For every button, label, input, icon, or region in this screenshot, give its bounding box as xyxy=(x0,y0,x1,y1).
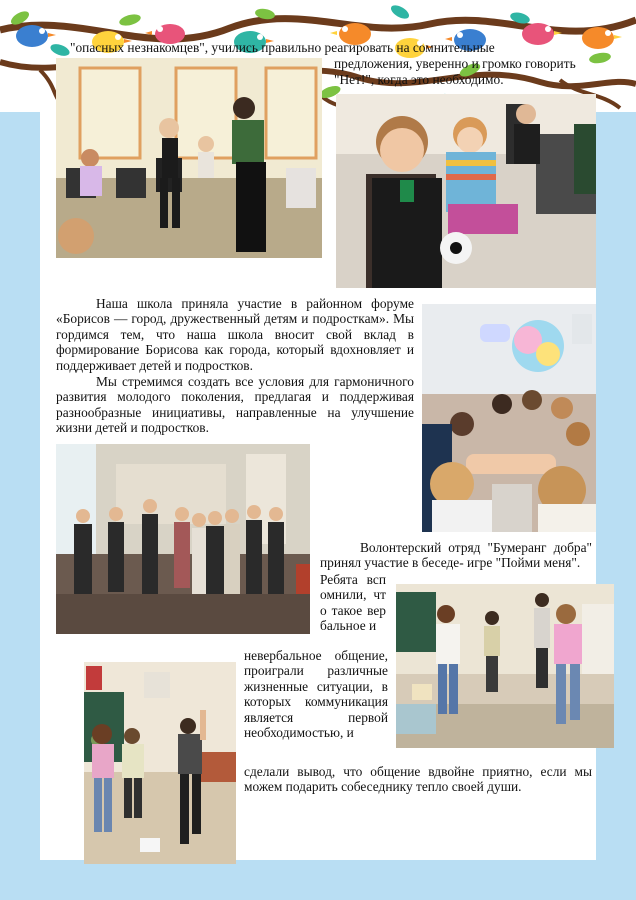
forum-paragraph-1: Наша школа приняла участие в районном форуме «Борисов — город, дружественный детям и подросткам». Мы гордимся тем, что наша школа вносит свой вклад в формирование Борисова как города, который вдохновляет и поддерживает детей и подростков. xyxy=(56,296,414,373)
intro-line-3: "Нет!", когда это необходимо. xyxy=(334,72,504,87)
volunteer-conclusion: сделали вывод, что общение вдвойне приятно, если мы можем подарить собеседнику тепло своей души. xyxy=(244,764,592,795)
intro-line-2: предложения, уверенно и громко говорить xyxy=(334,56,576,71)
volunteer-intro: Волонтерский отряд "Бумеранг добра" принял участие в беседе- игре "Пойми меня". xyxy=(320,540,592,571)
intro-line-1: "опасных незнакомцев", учились правильно реагировать на сомнительные xyxy=(70,40,495,55)
photo-hall-game xyxy=(56,444,310,634)
photo-volunteer-classroom xyxy=(396,584,614,748)
photo-volunteer-pair xyxy=(84,662,236,864)
photo-classroom-circle xyxy=(56,58,322,258)
photo-forum-hands xyxy=(422,304,596,532)
forum-paragraph-2: Мы стремимся создать все условия для гармоничного развития молодого поколения, предлагая и поддерживая разнообразные инициативы, направленные на улучшение жизни детей и подростков. xyxy=(56,374,414,436)
photo-boy-with-ball xyxy=(336,94,596,288)
volunteer-column-1: Ребята вспомнили, что такое вербальное и xyxy=(320,572,386,634)
volunteer-column-2: невербальное общение, проиграли различные жизненные ситуации, в которых коммуникация является первой необходимостью, и xyxy=(244,648,388,741)
